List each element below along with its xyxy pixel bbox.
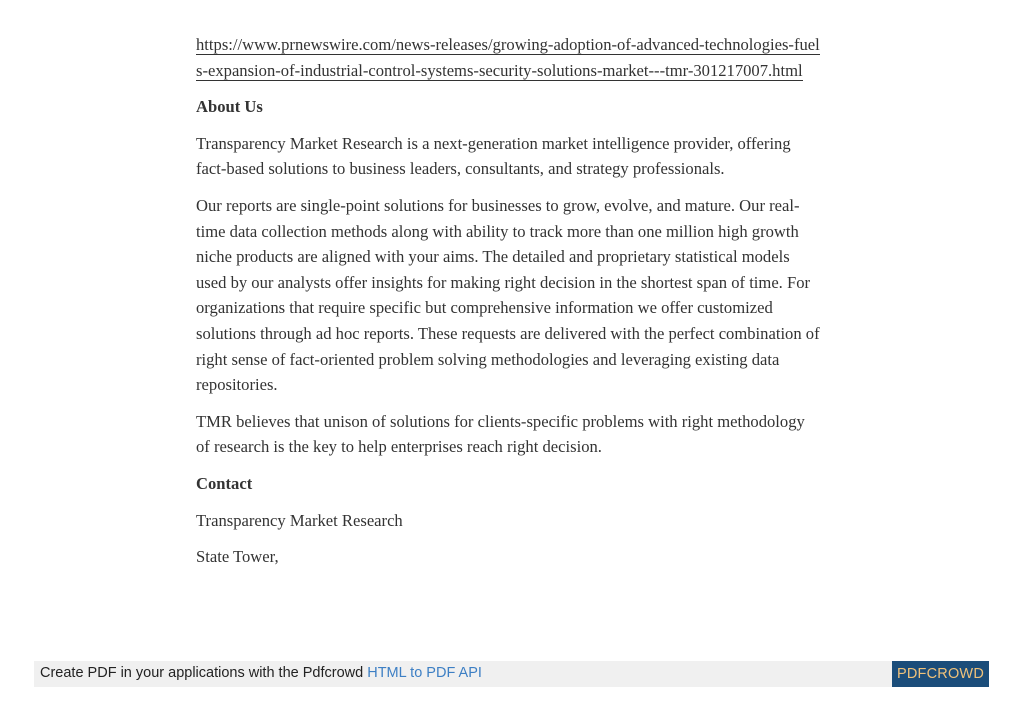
footer-text: Create PDF in your applications with the Pdfcrowd — [40, 665, 368, 681]
contact-company: Transparency Market Research — [196, 510, 403, 530]
pdfcrowd-badge[interactable]: PDFCROWD — [892, 661, 989, 687]
contact-address: State Tower, — [196, 547, 279, 567]
footer-message — [40, 665, 482, 681]
about-paragraph-3: TMR believes that unison of solutions for clients-specific problems with right methodology of research is the key to help enterprises reach right decision. — [196, 411, 805, 457]
html-to-pdf-api-link[interactable]: HTML to PDF API — [367, 665, 482, 681]
about-heading: About Us — [196, 97, 263, 117]
source-link[interactable]: https://www.prnewswire.com/news-releases/growing-adoption-of-advanced-technologies-fuels-expansion-of-industrial-control-systems-security-solutions-market---tmr-301217007.html — [196, 35, 820, 80]
source-link-paragraph — [196, 32, 821, 83]
contact-heading: Contact — [196, 473, 253, 493]
about-paragraph-1: Transparency Market Research is a next-generation market intelligence provider, offering fact-based solutions to business leaders, consultants, and strategy professionals. — [196, 133, 791, 179]
about-paragraph-2: Our reports are single-point solutions for businesses to grow, evolve, and mature. Our real-time data collection methods along with ability to track more than one million high growth niche products are aligned with your aims. The detailed and proprietary statistical models used by our analysts offer insights for making right decision in the shortest span of time. For organizations that require specific but comprehensive information we offer customized solutions through ad hoc reports. These requests are delivered with the perfect combination of right sense of fact-oriented problem solving methodologies and leveraging existing data repositories. — [196, 195, 820, 395]
article-body — [196, 32, 821, 581]
pdfcrowd-footer-bar — [34, 661, 989, 687]
